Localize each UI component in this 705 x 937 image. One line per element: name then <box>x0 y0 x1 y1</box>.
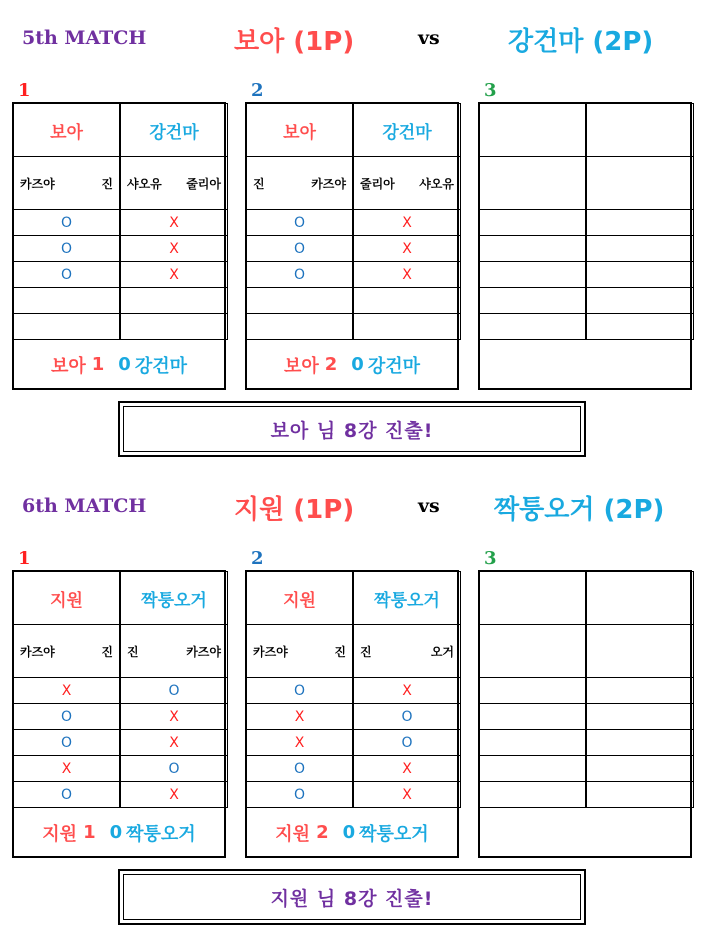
player2-units <box>586 156 694 210</box>
score-box <box>13 339 225 390</box>
round-cell <box>479 235 586 262</box>
score-box <box>479 807 691 858</box>
loss-mark: X <box>402 682 412 699</box>
score-p2-name: 강건마 <box>134 355 187 377</box>
round-cell <box>13 313 120 340</box>
vs-label: vs <box>418 495 440 517</box>
round-cell <box>120 209 228 236</box>
round-cell <box>586 703 694 730</box>
player1-units <box>246 624 353 678</box>
game-board <box>478 102 692 390</box>
unit-name: 샤오유 <box>127 176 162 191</box>
loss-mark: X <box>61 760 72 777</box>
round-cell <box>479 313 586 340</box>
unit-name: 카즈야 <box>253 644 288 659</box>
score-p1: 1 <box>83 822 96 843</box>
player1-units <box>479 624 586 678</box>
win-mark: O <box>168 760 180 777</box>
player2-units <box>353 624 461 678</box>
win-mark: O <box>60 266 73 283</box>
player1-header-label: 지원 <box>283 590 316 611</box>
round-cell <box>586 261 694 288</box>
round-cell <box>246 209 353 236</box>
loss-mark: X <box>169 734 179 751</box>
score-line <box>14 808 224 857</box>
round-cell <box>13 677 120 704</box>
player1-header <box>246 103 353 157</box>
unit-name: 카즈야 <box>20 644 55 659</box>
round-cell <box>586 677 694 704</box>
round-cell <box>586 235 694 262</box>
round-cell <box>13 729 120 756</box>
round-cell <box>353 235 461 262</box>
player2-name: 강건마 (2P) <box>508 27 654 57</box>
player2-units <box>120 624 228 678</box>
unit-name: 카즈야 <box>311 176 346 191</box>
unit-name: 진 <box>253 176 265 191</box>
score-line <box>14 340 224 389</box>
score-p2: 0 <box>351 354 364 375</box>
player2-header-label: 강건마 <box>149 122 199 143</box>
win-mark: O <box>60 240 73 257</box>
round-cell <box>246 781 353 808</box>
round-cell <box>120 755 228 782</box>
round-cell <box>246 313 353 340</box>
round-cell <box>586 313 694 340</box>
score-p2: 0 <box>342 822 356 843</box>
unit-name: 카즈야 <box>186 644 221 659</box>
loss-mark: X <box>294 734 305 751</box>
score-p1-name: 보아 <box>283 355 319 377</box>
score-p2-name: 짝퉁오거 <box>126 823 196 845</box>
round-cell <box>353 261 461 288</box>
unit-name: 진 <box>334 644 346 659</box>
player2-units <box>353 156 461 210</box>
loss-mark: X <box>402 266 412 283</box>
loss-mark: X <box>402 240 412 257</box>
player2-units <box>586 624 694 678</box>
round-cell <box>246 703 353 730</box>
round-cell <box>246 235 353 262</box>
round-cell <box>479 209 586 236</box>
win-mark: O <box>60 214 73 231</box>
game-board <box>478 570 692 858</box>
round-cell <box>246 287 353 314</box>
score-p1: 2 <box>316 822 329 843</box>
result-text: 보아 님 8강 진출! <box>123 406 581 452</box>
win-mark: O <box>60 734 73 751</box>
vs-label: vs <box>418 27 440 49</box>
score-p1: 1 <box>91 354 105 375</box>
player1-header-label: 지원 <box>50 590 83 611</box>
player2-header-label: 짝퉁오거 <box>141 590 207 611</box>
score-line <box>247 340 457 389</box>
win-mark: O <box>293 214 306 231</box>
score-p1-name: 보아 <box>50 355 86 377</box>
game-board <box>245 570 459 858</box>
loss-mark: X <box>169 266 179 283</box>
round-cell <box>246 261 353 288</box>
player1-name: 보아 (1P) <box>234 27 355 57</box>
player1-header <box>13 571 120 625</box>
round-cell <box>120 261 228 288</box>
result-text: 지원 님 8강 진출! <box>123 874 581 920</box>
round-cell <box>120 235 228 262</box>
win-mark: O <box>293 786 306 803</box>
round-cell <box>479 755 586 782</box>
game-number: 2 <box>251 80 264 101</box>
player1-units <box>246 156 353 210</box>
unit-name: 샤오유 <box>419 176 454 191</box>
game-number: 1 <box>18 548 31 569</box>
score-p1-name: 지원 <box>42 823 78 845</box>
loss-mark: X <box>169 240 179 257</box>
game-board <box>12 102 226 390</box>
loss-mark: X <box>402 214 412 231</box>
round-cell <box>120 781 228 808</box>
score-p2: 0 <box>118 354 131 375</box>
unit-name: 줄리아 <box>360 176 395 191</box>
round-cell <box>479 261 586 288</box>
player2-header <box>586 571 694 625</box>
round-cell <box>353 287 461 314</box>
player2-header <box>353 103 461 157</box>
round-cell <box>120 313 228 340</box>
round-cell <box>586 287 694 314</box>
result-banner <box>118 401 586 457</box>
player2-header <box>120 103 228 157</box>
round-cell <box>246 755 353 782</box>
round-cell <box>586 729 694 756</box>
unit-name: 진 <box>360 644 372 659</box>
score-p2-name: 강건마 <box>367 355 420 377</box>
player1-header <box>246 571 353 625</box>
round-cell <box>586 755 694 782</box>
unit-name: 오거 <box>430 644 454 659</box>
player1-header-label: 보아 <box>50 122 83 143</box>
unit-name: 줄리아 <box>186 176 221 191</box>
round-cell <box>479 781 586 808</box>
loss-mark: X <box>61 682 72 699</box>
round-cell <box>353 703 461 730</box>
win-mark: O <box>293 240 306 257</box>
win-mark: O <box>293 760 306 777</box>
player2-header-label: 강건마 <box>382 122 432 143</box>
round-cell <box>353 729 461 756</box>
round-cell <box>353 781 461 808</box>
round-cell <box>13 287 120 314</box>
round-cell <box>353 677 461 704</box>
game-number: 3 <box>484 548 497 569</box>
round-cell <box>246 677 353 704</box>
round-cell <box>586 209 694 236</box>
win-mark: O <box>60 786 73 803</box>
player2-header <box>586 103 694 157</box>
round-cell <box>246 729 353 756</box>
round-cell <box>586 781 694 808</box>
score-p1: 2 <box>324 354 338 375</box>
score-p2-name: 짝퉁오거 <box>359 823 429 845</box>
round-cell <box>13 781 120 808</box>
win-mark: O <box>293 266 306 283</box>
loss-mark: X <box>402 760 412 777</box>
round-cell <box>120 729 228 756</box>
match-title: 5th MATCH <box>22 27 147 49</box>
loss-mark: X <box>294 708 305 725</box>
score-line <box>247 808 457 857</box>
game-board <box>12 570 226 858</box>
score-p1-name: 지원 <box>275 823 311 845</box>
round-cell <box>13 209 120 236</box>
game-number: 3 <box>484 80 497 101</box>
unit-name: 카즈야 <box>20 176 55 191</box>
player1-header <box>13 103 120 157</box>
player1-name: 지원 (1P) <box>234 495 355 525</box>
loss-mark: X <box>402 786 412 803</box>
player2-name: 짝퉁오거 (2P) <box>494 495 665 525</box>
round-cell <box>13 261 120 288</box>
player1-header-label: 보아 <box>283 122 316 143</box>
player1-units <box>479 156 586 210</box>
loss-mark: X <box>169 214 179 231</box>
score-box <box>479 339 691 390</box>
round-cell <box>13 235 120 262</box>
round-cell <box>353 755 461 782</box>
player2-header-label: 짝퉁오거 <box>374 590 440 611</box>
player1-units <box>13 156 120 210</box>
win-mark: O <box>168 682 180 699</box>
round-cell <box>479 677 586 704</box>
game-number: 2 <box>251 548 264 569</box>
unit-name: 진 <box>101 176 113 191</box>
win-mark: O <box>293 682 306 699</box>
loss-mark: X <box>169 786 179 803</box>
player1-header <box>479 103 586 157</box>
round-cell <box>353 313 461 340</box>
player2-units <box>120 156 228 210</box>
win-mark: O <box>401 708 413 725</box>
round-cell <box>479 729 586 756</box>
round-cell <box>120 703 228 730</box>
round-cell <box>479 287 586 314</box>
player1-header <box>479 571 586 625</box>
round-cell <box>479 703 586 730</box>
loss-mark: X <box>169 708 179 725</box>
round-cell <box>120 287 228 314</box>
match-title: 6th MATCH <box>22 495 147 517</box>
score-box <box>246 807 458 858</box>
player2-header <box>120 571 228 625</box>
unit-name: 진 <box>127 644 139 659</box>
result-banner <box>118 869 586 925</box>
game-number: 1 <box>18 80 31 101</box>
player1-units <box>13 624 120 678</box>
round-cell <box>13 703 120 730</box>
round-cell <box>353 209 461 236</box>
score-p2: 0 <box>109 822 123 843</box>
player2-header <box>353 571 461 625</box>
score-box <box>13 807 225 858</box>
game-board <box>245 102 459 390</box>
round-cell <box>13 755 120 782</box>
win-mark: O <box>60 708 73 725</box>
unit-name: 진 <box>101 644 113 659</box>
score-box <box>246 339 458 390</box>
round-cell <box>120 677 228 704</box>
win-mark: O <box>401 734 413 751</box>
